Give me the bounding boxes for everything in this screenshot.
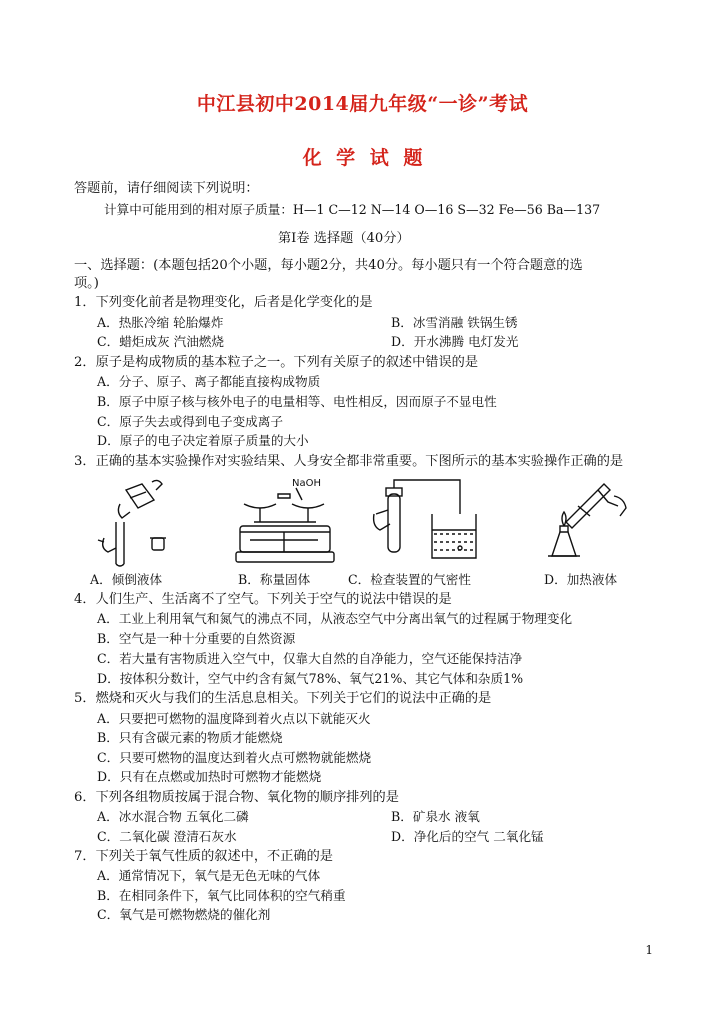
instruction-text: 答题前，请仔细阅读下列说明： (74, 181, 259, 196)
question-3-option-d: D．加热液体 (544, 572, 618, 587)
question-5-stem: 5．燃烧和灭火与我们的生活息息相关。下列关于它们的说法中正确的是 (74, 691, 492, 706)
naoh-label: NaOH (292, 478, 321, 489)
atomic-masses: 计算中可能用到的相对原子质量：H—1 C—12 N—14 O—16 S—32 Fe—56 Ba—137 (104, 202, 601, 217)
question-4-option-d: D．按体积分数计，空气中约含有氮气78%、氧气21%、其它气体和杂质1% (97, 671, 524, 686)
question-6-option-c: C．二氧化碳 澄清石灰水 (97, 829, 237, 844)
question-3-option-b: B．称量固体 (238, 572, 311, 587)
question-5-option-d: D．只有在点燃或加热时可燃物才能燃烧 (97, 769, 322, 784)
question-4-option-a: A．工业上利用氧气和氮气的沸点不同，从液态空气中分离出氧气的过程属于物理变化 (97, 611, 573, 626)
question-2-option-c: C．原子失去或得到电子变成离子 (97, 414, 283, 429)
section-title: 第Ⅰ卷 选择题（40分） (278, 231, 410, 246)
question-5-option-a: A．只要把可燃物的温度降到着火点以下就能灭火 (97, 711, 371, 726)
question-3-stem: 3．正确的基本实验操作对实验结果、人身安全都非常重要。下图所示的基本实验操作正确的是 (74, 454, 624, 469)
question-4-stem: 4．人们生产、生活离不了空气。下列关于空气的说法中错误的是 (74, 592, 452, 607)
figure-heating-liquid (538, 476, 638, 570)
question-5-option-c: C．只要可燃物的温度达到着火点可燃物就能燃烧 (97, 750, 372, 765)
question-7-option-b: B．在相同条件下，氧气比同体积的空气稍重 (97, 888, 346, 903)
question-2-option-a: A．分子、原子、离子都能直接构成物质 (97, 374, 321, 389)
question-7-stem: 7．下列关于氧气性质的叙述中，不正确的是 (74, 849, 333, 864)
figure-pouring-liquid (96, 478, 186, 570)
exam-title: 中江县初中2014届九年级“一诊”考试 (196, 93, 529, 115)
question-1-option-d: D．开水沸腾 电灯发光 (391, 334, 519, 349)
question-7-option-a: A．通常情况下，氧气是无色无味的气体 (97, 868, 321, 883)
section-desc-line-2: 项。) (74, 276, 99, 291)
question-3-option-c: C．检查装置的气密性 (348, 572, 471, 587)
question-4-option-c: C．若大量有害物质进入空气中，仅靠大自然的自净能力，空气还能保持洁净 (97, 651, 523, 666)
exam-subtitle: 化 学 试 题 (302, 147, 423, 169)
question-1-option-c: C．蜡炬成灰 汽油燃烧 (97, 334, 224, 349)
question-5-option-b: B．只有含碳元素的物质才能燃烧 (97, 730, 283, 745)
question-6-option-a: A．冰水混合物 五氧化二磷 (97, 809, 249, 824)
question-1-stem: 1．下列变化前者是物理变化，后者是化学变化的是 (74, 295, 373, 310)
question-6-stem: 6．下列各组物质按属于混合物、氧化物的顺序排列的是 (74, 790, 399, 805)
question-6-option-b: B．矿泉水 液氧 (391, 809, 480, 824)
question-7-option-c: C．氧气是可燃物燃烧的催化剂 (97, 907, 271, 922)
figure-balance-weighing (230, 474, 340, 570)
question-2-option-b: B．原子中原子核与核外电子的电量相等、电性相反，因而原子不显电性 (97, 394, 497, 409)
section-desc-line-1: 一、选择题：(本题包括20个小题，每小题2分，共40分。每小题只有一个符合题意的选 (74, 258, 583, 273)
question-1-option-a: A．热胀冷缩 轮胎爆炸 (97, 315, 224, 330)
question-4-option-b: B．空气是一种十分重要的自然资源 (97, 631, 296, 646)
question-2-option-d: D．原子的电子决定着原子质量的大小 (97, 433, 309, 448)
question-2-stem: 2．原子是构成物质的基本粒子之一。下列有关原子的叙述中错误的是 (74, 355, 479, 370)
question-1-option-b: B．冰雪消融 铁锅生锈 (391, 315, 518, 330)
page-number: 1 (645, 943, 653, 957)
question-6-option-d: D．净化后的空气 二氧化锰 (391, 829, 544, 844)
figure-airtightness-check (372, 474, 482, 570)
question-3-option-a: A．倾倒液体 (90, 572, 163, 587)
